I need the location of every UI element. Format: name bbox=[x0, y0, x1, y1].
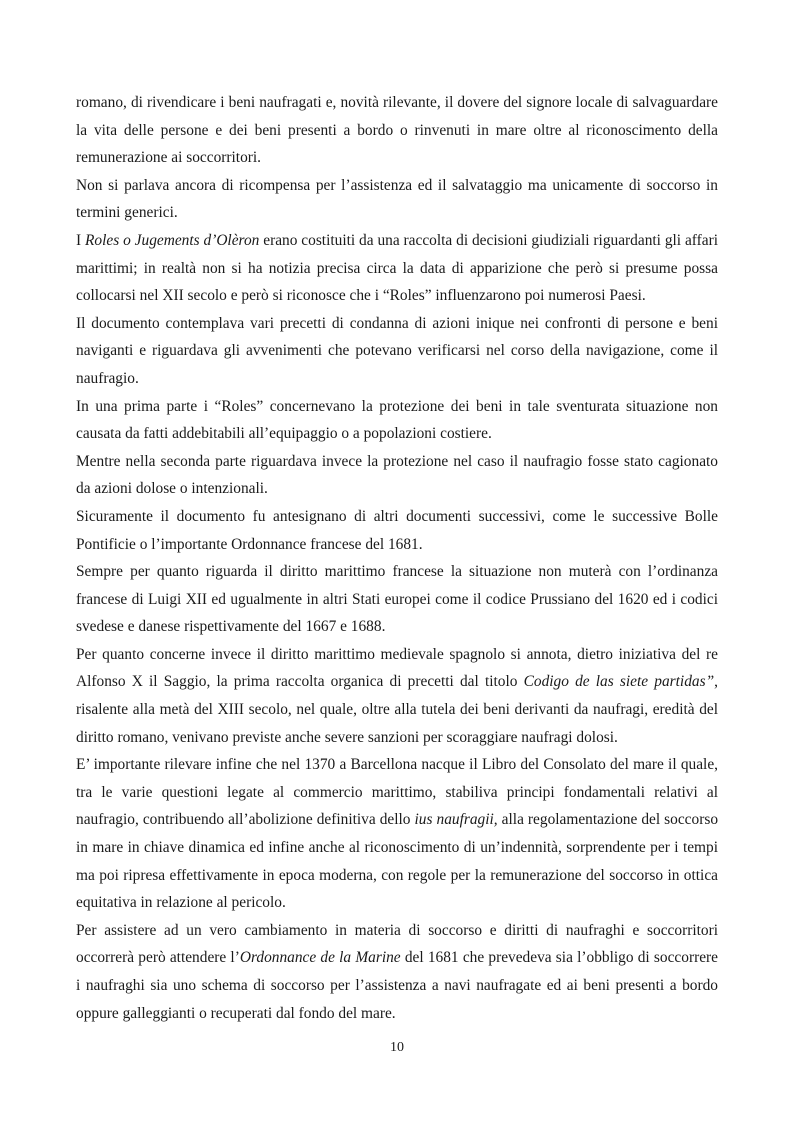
text-run: Sicuramente il documento fu antesignano di altri documenti successivi, come le successive Bolle Pontificie o l’importante Ordonnance francese del 1681. bbox=[76, 507, 718, 553]
paragraph bbox=[76, 310, 718, 393]
paragraph bbox=[76, 558, 718, 641]
paragraph bbox=[76, 751, 718, 917]
paragraph bbox=[76, 89, 718, 172]
text-run: Il documento contemplava vari precetti di condanna di azioni inique nei confronti di persone e beni naviganti e riguardava gli avvenimenti che potevano verificarsi nel corso della navigazione, come il naufragio. bbox=[76, 314, 718, 387]
text-run: romano, di rivendicare i beni naufragati e, novità rilevante, il dovere del signore locale di salvaguardare la vita delle persone e dei beni presenti a bordo o rinvenuti in mare oltre al riconoscimento della remunerazione ai soccorritori. bbox=[76, 94, 718, 167]
text-run: Sempre per quanto riguarda il diritto marittimo francese la situazione non muterà con l’ordinanza francese di Luigi XII ed ugualmente in altri Stati europei come il codice Prussiano del 1620 ed i codici svedese e danese rispettivamente del 1667 e 1688. bbox=[76, 563, 718, 636]
text-run: Mentre nella seconda parte riguardava invece la protezione nel caso il naufragio fosse stato cagionato da azioni dolose o intenzionali. bbox=[76, 452, 718, 498]
text-run: In una prima parte i “Roles” concernevano la protezione dei beni in tale sventurata situazione non causata da fatti addebitabili all’equipaggio o a popolazioni costiere. bbox=[76, 397, 718, 443]
page-number: 10 bbox=[390, 1040, 404, 1055]
text-run: E’ importante rilevare infine che nel 1370 a Barcellona nacque il Libro del Consolato del mare il quale, tra le varie questioni legate al commercio marittimo, stabiliva principi fondamentali relativi al naufragio, contribuendo all’abolizione definitiva dello bbox=[76, 756, 718, 829]
italic-title: Ordonnance de la Marine bbox=[239, 949, 401, 967]
text-run: I bbox=[76, 231, 86, 249]
text-run: alla regolamentazione del soccorso in mare in chiave dinamica ed infine anche al riconoscimento di un’indennità, sorprendente per i tempi ma poi ripresa effettivamente in epoca moderna, con regole per la remunerazione del soccorso in ottica equitativa in relazione al pericolo. bbox=[76, 811, 719, 912]
text-run: , risalente alla metà del XIII secolo, nel quale, oltre alla tutela dei beni derivanti da naufragi, eredità del diritto romano, venivano previste anche severe sanzioni per scoraggiare naufragi dolosi. bbox=[76, 673, 718, 746]
text-run: erano costituiti da una raccolta di decisioni giudiziali riguardanti gli affari marittimi; in realtà non si ha notizia precisa circa la data di apparizione che però si presume possa collocarsi nel XII secolo e però si riconosce che i “Roles” influenzarono poi numerosi Paesi. bbox=[76, 231, 718, 305]
text-run: Per quanto concerne invece il diritto marittimo medievale spagnolo si annota, dietro iniziativa del re Alfonso X il Saggio, la prima raccolta organica di precetti dal titolo bbox=[76, 645, 718, 691]
italic-title: Roles o Jugements d’Olèron bbox=[85, 231, 260, 249]
body-text bbox=[76, 89, 718, 1027]
paragraph bbox=[76, 393, 718, 448]
text-run: Per assistere ad un vero cambiamento in materia di soccorso e diritti di naufraghi e soccorritori occorrerà però attendere l’ bbox=[76, 921, 718, 967]
paragraph bbox=[76, 641, 718, 751]
italic-title: Codigo de las siete partidas” bbox=[523, 673, 715, 691]
italic-term: ius naufragii, bbox=[414, 811, 498, 829]
paragraph bbox=[76, 503, 718, 558]
paragraph bbox=[76, 917, 718, 1027]
text-run: Non si parlava ancora di ricompensa per l’assistenza ed il salvataggio ma unicamente di soccorso in termini generici. bbox=[76, 176, 718, 222]
paragraph bbox=[76, 448, 718, 503]
paragraph bbox=[76, 227, 718, 310]
text-run: del 1681 che prevedeva sia l’obbligo di soccorrere i naufraghi sia uno schema di soccorso per l’assistenza a navi naufragate ed ai beni presenti a bordo oppure galleggianti o recuperati dal fondo del mare. bbox=[76, 949, 718, 1022]
paragraph bbox=[76, 172, 718, 227]
